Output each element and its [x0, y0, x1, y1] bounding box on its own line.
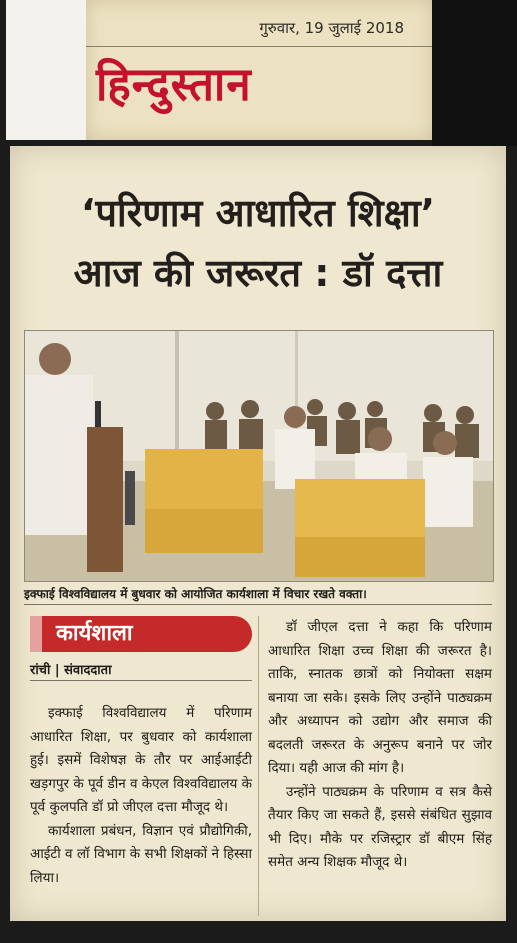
paragraph: उन्होंने पाठ्यक्रम के परिणाम व सत्र कैसे तैयार किए जा सकते हैं, इससे संबंधित सुझाव भी दिए। मौके पर रजिस्ट्रार डॉ बीएम सिंह समेत अन्य शिक्षक मौजूद थे। [268, 783, 492, 870]
masthead-divider [86, 46, 432, 47]
paragraph: डॉ जीएल दत्ता ने कहा कि परिणाम आधारित शिक्षा उच्च शिक्षा की जरूरत है। ताकि, स्नातक छात्रों को नियोक्ता सक्षम बनाया जा सके। इसके लिए उन्होंने पाठ्यक्रम और अध्यापन को उद्योग और समाज की बदलती जरूरत के अनुरूप बनाने पर जोर दिया। यही आज की मांग है। [268, 619, 492, 776]
date-line: गुरुवार, 19 जुलाई 2018 [259, 19, 404, 37]
article-column-right [268, 616, 492, 875]
news-clipping [10, 146, 506, 921]
background-dark [432, 0, 517, 146]
headline-line-2: आज की जरूरत : डॉ दत्ता [73, 251, 443, 295]
workshop-photo-illustration [25, 331, 493, 581]
photo-caption: इक्फाई विश्वविद्यालय में बुधवार को आयोजित कार्यशाला में विचार रखते वक्ता। [24, 587, 367, 601]
byline-divider [30, 680, 252, 681]
headline-line-1: ‘परिणाम आधारित शिक्षा’ [80, 191, 436, 235]
section-tag: कार्यशाला [30, 616, 252, 652]
column-divider [258, 616, 259, 916]
paragraph: कार्यशाला प्रबंधन, विज्ञान एवं प्रौद्योगिकी, आईटी व लॉ विभाग के सभी शिक्षकों ने हिस्सा लिया। [30, 822, 252, 886]
newspaper-logo: हिन्दुस्तान [96, 57, 252, 112]
paragraph: इक्फाई विश्वविद्यालय में परिणाम आधारित शिक्षा, पर बुधवार को कार्यशाला हुई। इसमें विशेषज्ञ के तौर पर आईआईटी खड़गपुर के पूर्व डीन व केएल विश्वविद्यालय के पूर्व कुलपति डॉ प्रो जीएल दत्ता मौजूद थे। [30, 705, 252, 815]
article-photo [24, 330, 494, 582]
masthead-left-paper [6, 0, 86, 140]
byline: रांची | संवाददाता [30, 663, 112, 678]
caption-divider [24, 604, 492, 605]
article-column-left [30, 702, 252, 890]
masthead [86, 0, 432, 140]
